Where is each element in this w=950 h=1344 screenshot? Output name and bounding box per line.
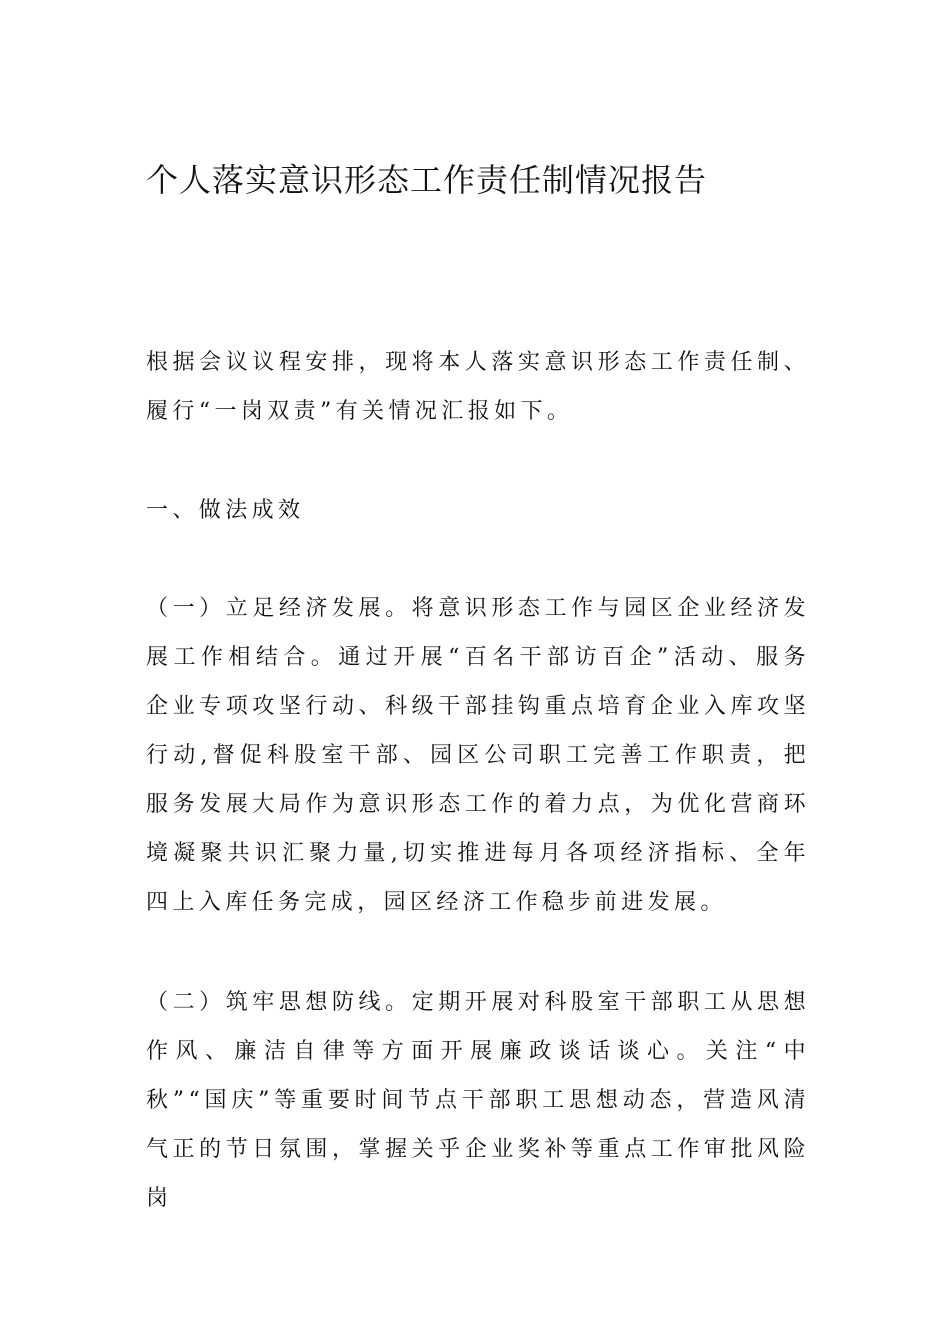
subsection-1-paragraph: （一）立足经济发展。将意识形态工作与园区企业经济发展工作相结合。通过开展“百名干部访百企”活动、服务企业专项攻坚行动、科级干部挂钩重点培育企业入库攻坚行动,督促科股室干部、园区公司职工完善工作职责，把服务发展大局作为意识形态工作的着力点，为优化营商环境凝聚共识汇聚力量,切实推进每月各项经济指标、全年四上入库任务完成，园区经济工作稳步前进发展。	[146, 596, 810, 915]
subsection-2-paragraph: （二）筑牢思想防线。定期开展对科股室干部职工从思想作风、廉洁自律等方面开展廉政谈话谈心。关注“中秋”“国庆”等重要时间节点干部职工思想动态，营造风清气正的节日氛围，掌握关乎企业奖补等重点工作审批风险岗	[146, 990, 810, 1211]
section-heading: 一、做法成效	[146, 498, 305, 523]
document-title: 个人落实意识形态工作责任制情况报告	[146, 161, 708, 199]
intro-paragraph: 根据会议议程安排，现将本人落实意识形态工作责任制、履行“一岗双责”有关情况汇报如下。	[146, 350, 810, 424]
